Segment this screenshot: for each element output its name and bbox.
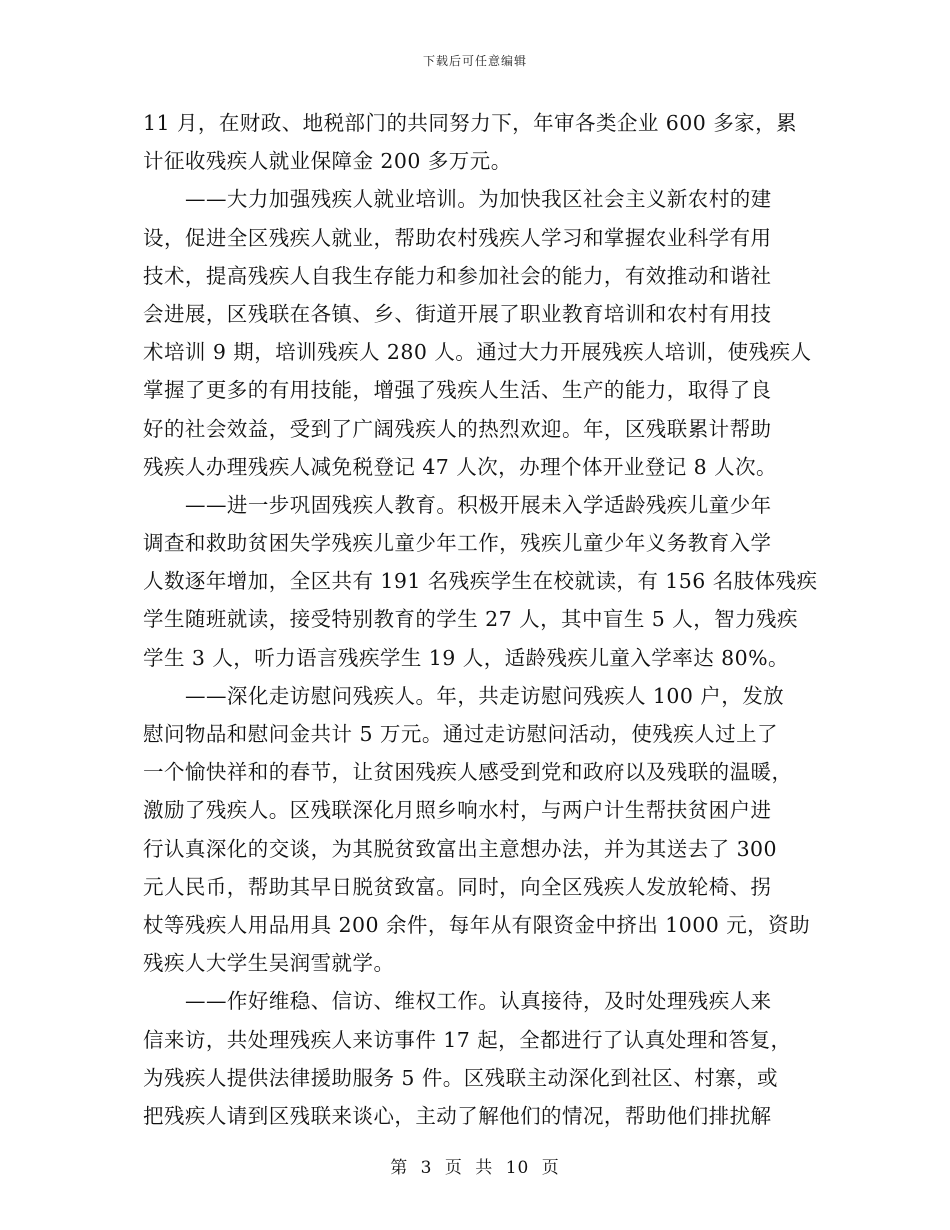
text-line: 信来访，共处理残疾人来访事件 17 起，全都进行了认真处理和答复， xyxy=(143,1027,792,1052)
text-line: 慰问物品和慰问金共计 5 万元。通过走访慰问活动，使残疾人过上了 xyxy=(143,722,778,746)
text-line: ——作好维稳、信访、维权工作。认真接待，及时处理残疾人来 xyxy=(185,989,772,1014)
text-line: 计征收残疾人就业保障金 200 多万元。 xyxy=(143,149,512,174)
text-line: 好的社会效益，受到了广阔残疾人的热烈欢迎。年，区残联累计帮助 xyxy=(143,416,772,441)
text-line: 设，促进全区残疾人就业，帮助农村残疾人学习和掌握农业科学有用 xyxy=(143,225,772,250)
text-line: 把残疾人请到区残联来谈心，主动了解他们的情况，帮助他们排扰解 xyxy=(143,1103,772,1128)
text-line: 掌握了更多的有用技能，增强了残疾人生活、生产的能力，取得了良 xyxy=(143,378,772,403)
text-line: 残疾人办理残疾人减免税登记 47 人次，办理个体开业登记 8 人次。 xyxy=(143,454,777,479)
text-line: 一个愉快祥和的春节，让贫困残疾人感受到党和政府以及残联的温暖， xyxy=(143,760,793,785)
text-line: 为残疾人提供法律援助服务 5 件。区残联主动深化到社区、村寨，或 xyxy=(143,1065,778,1090)
text-line: 技术，提高残疾人自我生存能力和参加社会的能力，有效推动和谐社 xyxy=(143,263,772,288)
text-line: 会进展，区残联在各镇、乡、街道开展了职业教育培训和农村有用技 xyxy=(143,301,772,326)
text-line: 杖等残疾人用品用具 200 余件，每年从有限资金中挤出 1000 元，资助 xyxy=(143,912,811,937)
page-footer: 第 3 页 共 10 页 xyxy=(390,1158,560,1178)
text-line: 11 月，在财政、地税部门的共同努力下，年审各类企业 600 多家，累 xyxy=(143,111,798,135)
text-line: 行认真深化的交谈，为其脱贫致富出主意想办法，并为其送去了 300 xyxy=(143,836,778,861)
text-line: 调查和救助贫困失学残疾儿童少年工作，残疾儿童少年义务教育入学 xyxy=(143,531,772,556)
text-line: ——进一步巩固残疾人教育。积极开展未入学适龄残疾儿童少年 xyxy=(185,492,772,517)
text-line: ——深化走访慰问残疾人。年，共走访慰问残疾人 100 户，发放 xyxy=(185,683,785,708)
page-header: 下载后可任意编辑 xyxy=(422,54,527,68)
text-line: 激励了残疾人。区残联深化月照乡响水村，与两户计生帮扶贫困户进 xyxy=(143,798,772,823)
text-line: 术培训 9 期，培训残疾人 280 人。通过大力开展残疾人培训，使残疾人 xyxy=(143,340,812,365)
text-line: 残疾人大学生吴润雪就学。 xyxy=(143,951,395,976)
text-line: ——大力加强残疾人就业培训。为加快我区社会主义新农村的建 xyxy=(185,187,772,212)
document-body xyxy=(143,104,818,1135)
text-line: 人数逐年增加，全区共有 191 名残疾学生在校就读，有 156 名肢体残疾 xyxy=(143,569,818,594)
text-line: 学生随班就读，接受特别教育的学生 27 人，其中盲生 5 人，智力残疾 xyxy=(143,607,798,632)
text-line: 元人民币，帮助其早日脱贫致富。同时，向全区残疾人发放轮椅、拐 xyxy=(143,874,772,899)
text-line: 学生 3 人，听力语言残疾学生 19 人，适龄残疾儿童入学率达 80%。 xyxy=(143,645,789,670)
